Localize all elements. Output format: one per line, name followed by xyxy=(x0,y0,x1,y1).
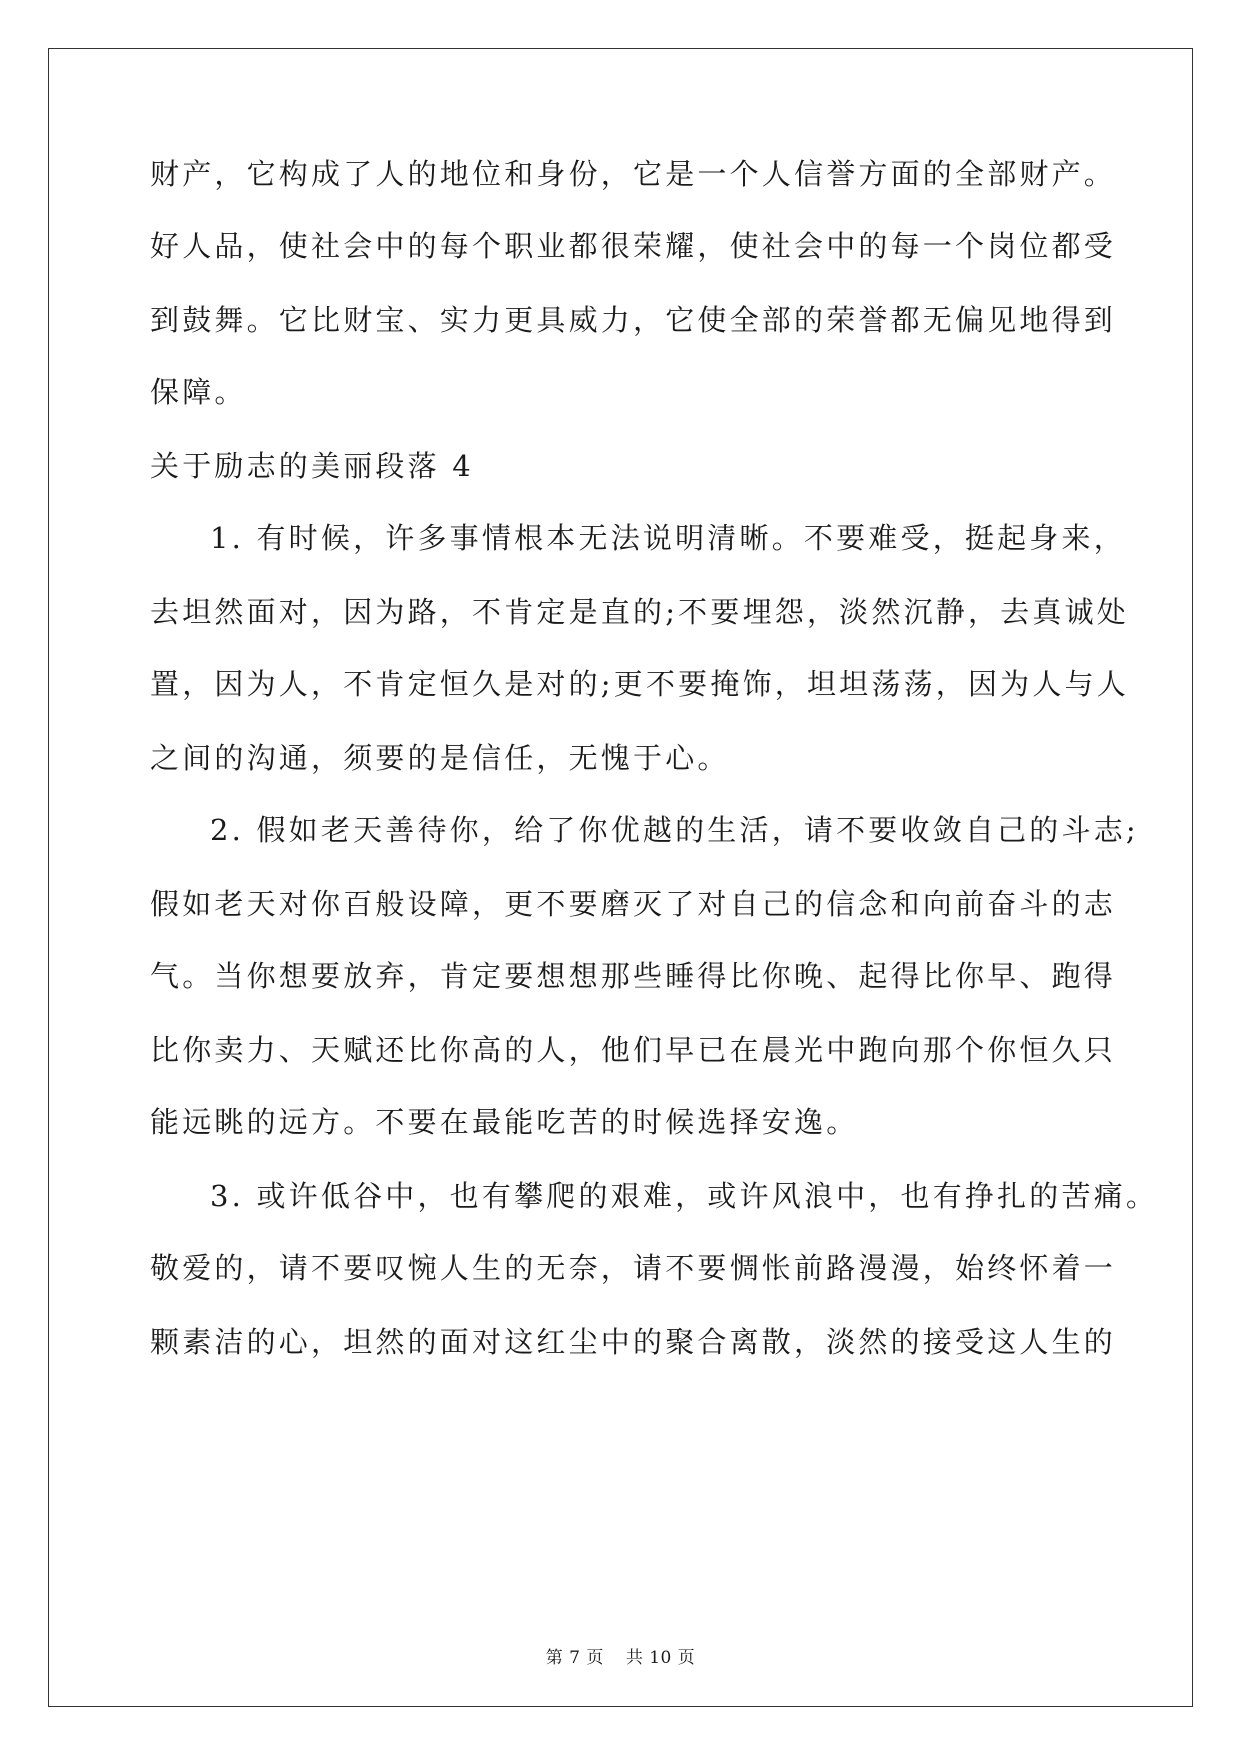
paragraph-line: 去坦然面对，因为路，不肯定是直的;不要埋怨，淡然沉静，去真诚处 xyxy=(150,595,1129,629)
paragraph-line: 颗素洁的心，坦然的面对这红尘中的聚合离散，淡然的接受这人生的 xyxy=(150,1325,1117,1359)
paragraph-line: 置，因为人，不肯定恒久是对的;更不要掩饰，坦坦荡荡，因为人与人 xyxy=(150,667,1129,701)
paragraph-line: 好人品，使社会中的每个职业都很荣耀，使社会中的每一个岗位都受 xyxy=(150,229,1117,263)
page-number: 第 7 页 xyxy=(545,1648,604,1668)
paragraph-line: 比你卖力、天赋还比你高的人，他们早已在晨光中跑向那个你恒久只 xyxy=(150,1033,1117,1067)
paragraph-line: 1. 有时候，许多事情根本无法说明清晰。不要难受，挺起身来， xyxy=(210,521,1126,555)
paragraph-line: 财产，它构成了人的地位和身份，它是一个人信誉方面的全部财产。 xyxy=(150,157,1117,191)
paragraph-line: 之间的沟通，须要的是信任，无愧于心。 xyxy=(150,741,730,775)
section-heading: 关于励志的美丽段落 4 xyxy=(150,449,474,483)
paragraph-line: 假如老天对你百般设障，更不要磨灭了对自己的信念和向前奋斗的志 xyxy=(150,887,1117,921)
paragraph-line: 到鼓舞。它比财宝、实力更具威力，它使全部的荣誉都无偏见地得到 xyxy=(150,303,1117,337)
page-footer xyxy=(0,1643,1241,1668)
page-border xyxy=(48,48,1193,1707)
paragraph-line: 敬爱的，请不要叹惋人生的无奈，请不要惆怅前路漫漫，始终怀着一 xyxy=(150,1251,1117,1285)
page-total: 共 10 页 xyxy=(625,1648,696,1668)
paragraph-line: 气。当你想要放弃，肯定要想想那些睡得比你晚、起得比你早、跑得 xyxy=(150,959,1117,993)
paragraph-line: 2. 假如老天善待你，给了你优越的生活，请不要收敛自己的斗志; xyxy=(210,813,1139,847)
paragraph-line: 能远眺的远方。不要在最能吃苦的时候选择安逸。 xyxy=(150,1105,859,1139)
paragraph-line: 3. 或许低谷中，也有攀爬的艰难，或许风浪中，也有挣扎的苦痛。 xyxy=(210,1179,1159,1213)
paragraph-line: 保障。 xyxy=(150,375,247,409)
